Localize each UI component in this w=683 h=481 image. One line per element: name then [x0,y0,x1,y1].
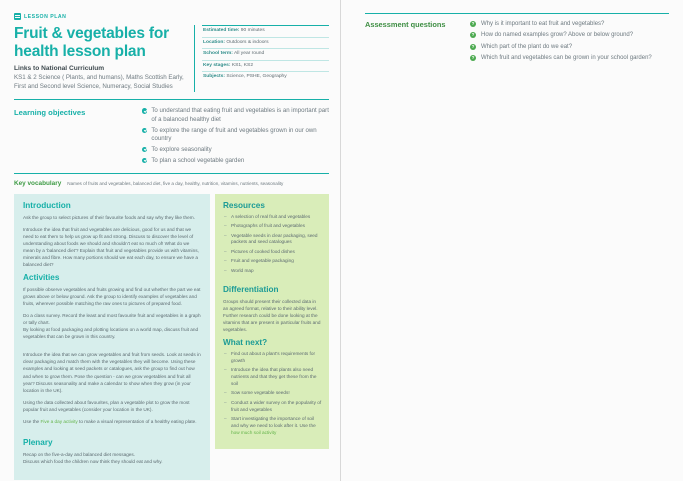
link-prefix-text: Use the [23,418,41,424]
objective-text: To plan a school vegetable garden [151,156,245,164]
introduction-heading: Introduction [23,200,71,210]
activities-heading: Activities [23,273,60,283]
list-item: – A selection of real fruit and vegetables [223,214,322,221]
list-item [142,127,329,144]
list-item: – Introduce the idea that plants also need nutrients and that they get these from the soil [223,367,322,387]
question-mark-icon: ? [471,55,475,61]
meta-row [202,61,329,73]
check-circle-icon [142,158,147,163]
list-item: – Vegetable seeds in clear packaging, seed packets and seed catalogues [223,233,322,247]
activities-paragraph: Using the data collected about favourites, plan a vegetable plot to grow the most popular fruit and vegetables (consider your location in the UK). [23,399,190,412]
list-item [142,146,329,154]
meta-key: Subjects: [203,74,226,80]
objective-text: To understand that eating fruit and vegetables is an important part of a balanced healthy diet [151,107,329,123]
list-item [142,107,329,124]
list-item: – Sow some vegetable seeds! [223,390,322,397]
lesson-meta-box [194,25,329,92]
what-next-list [223,351,322,436]
introduction-paragraph: Introduce the idea that fruit and vegetables are delicious, good for us and that we need to eat them to help us grow up fit and strong. Discuss to discover the level of understanding about foods we should and shouldn't eat so much of! What do we mean by a 'balanced diet'? Explain that fruit and vegetables provide us with vitamins, minerals and fibre. How many portions should we eat each day, to ensure we have a balanced diet? [23,226,199,267]
meta-row [202,38,329,50]
activities-paragraph: If possible observe vegetables and fruits growing and find out whether the part we eat grows above or below ground. Ask the group to identify examples of vegetables and fruits, wherever possible matching the raw ones to pictures of prepared food. [23,287,201,307]
what-next-heading: What next? [223,338,268,348]
learning-objectives-heading: Learning objectives [14,108,86,118]
question-mark-icon: ? [471,43,475,49]
question-mark-icon: ? [471,32,475,38]
page-title: Fruit & vegetables for health lesson plan [14,25,169,60]
meta-row [202,72,329,83]
assessment-question-text: Which part of the plant do we eat? [481,43,573,50]
differentiation-text: Groups should present their collected data in an agreed format, relative to their ability level. Further research could be done looking at the vitamins that are present in particular fruits and vegetables. [223,298,321,333]
list-item: – World map [223,268,322,275]
learning-objectives-list [142,107,329,167]
activities-paragraph: Do a class survey. Record the least and most favourite fruit and vegetables in a graph or tally chart. [23,313,201,326]
page-right [341,0,683,481]
check-circle-icon [142,108,147,113]
assessment-question-text: How do named examples grow? Above or below ground? [481,32,634,39]
activities-link-paragraph [23,418,201,425]
differentiation-heading: Differentiation [223,284,279,294]
list-item [470,43,669,51]
plenary-heading: Plenary [23,437,53,447]
meta-value: All year round [234,51,265,57]
list-item [142,157,329,165]
meta-key: Estimated time: [203,28,240,34]
list-item: – Photographs of fruit and vegetables [223,223,322,230]
list-item-with-link [223,416,322,436]
meta-value: KS1, KS2 [231,62,254,68]
page-left [0,0,341,481]
question-mark-icon: ? [471,20,475,26]
list-item: – Fruit and vegetable packaging [223,258,322,265]
meta-key: Location: [203,39,226,45]
panel-resources [215,194,329,449]
key-vocabulary-section [14,174,329,194]
key-vocabulary-text: Names of fruits and vegetables, balanced diet, five a day, healthy, nutrition, vitamins, nutrients, seasonality [67,180,284,186]
list-item [470,31,669,39]
check-circle-icon [142,128,147,133]
assessment-questions-list [470,20,669,66]
meta-key: School term: [203,51,233,57]
five-a-day-activity-link[interactable]: Five a day activity [40,418,78,424]
lesson-plan-tag-label: LESSON PLAN [24,13,67,20]
how-much-soil-activity-link[interactable]: how much soil activity [231,429,277,435]
meta-value: Science, PSHE, Geography [226,74,287,80]
plenary-paragraph: Discuss which food the children now think they should eat and why. [23,458,163,464]
meta-row [202,49,329,61]
meta-value: 90 minutes [240,28,265,34]
document-header [14,25,329,100]
content-panels [14,194,329,480]
assessment-questions-heading: Assessment questions [365,20,446,29]
resources-heading: Resources [223,200,265,210]
key-vocabulary-heading: Key vocabulary [14,179,62,187]
assessment-question-text: Why is it important to eat fruit and vegetables? [481,21,605,27]
list-item: – Find out about a plant's requirements for growth [223,351,322,365]
activities-paragraph: Introduce the idea that we can grow vegetables and fruit from seeds. Look at seeds in clear packaging and match them with the vegetables they will become. Using these examples and looking at seed packets or catalogues, ask the group to find out how and when to grow them. Pose the question - can we grow vegetables and fruit all year? Discuss seasonality and make a calendar to show when they grow (in your location in the UK). [23,352,201,393]
learning-objectives-section [14,100,329,173]
meta-value: Outdoors & indoors [226,39,269,45]
header-left [14,25,186,92]
curriculum-text: KS1 & 2 Science ( Plants, and humans), Maths Scottish Early, First and Second level Science, Numeracy, Social Studies [14,74,184,91]
list-item [470,54,669,62]
panel-lesson-flow [14,194,210,480]
resources-list [223,214,322,275]
plenary-paragraph: Recap on the five-a-day and balanced diet messages. [23,451,136,457]
list-item: – Pictures of cooked food dishes [223,249,322,256]
link-prefix-text: Start investigating the importance of soil and why we need to look after it. Use the [231,416,316,428]
link-suffix-text: to make a visual representation of a healthy eating plate. [77,418,197,424]
assessment-question-text: Which fruit and vegetables can be grown in your school garden? [481,55,652,62]
document-icon [14,13,21,20]
list-item [470,20,669,28]
list-item: – Conduct a wider survey on the popularity of fruit and vegetables [223,400,322,414]
introduction-paragraph: Ask the group to select pictures of their favourite foods and say why they like them. [23,214,195,220]
assessment-questions-section [365,13,669,66]
curriculum-subtitle: Links to National Curriculum [14,65,105,73]
check-circle-icon [142,147,147,152]
objective-text: To explore the range of fruit and vegetables grown in our own country [151,126,317,142]
meta-row [202,25,329,38]
meta-key: Key stages: [203,62,231,68]
activities-paragraph: By looking at food packaging and plotting locations on a world map, discuss fruit and vegetables that can be grown in this country. [23,327,199,340]
lesson-plan-tag [14,13,329,20]
objective-text: To explore seasonality [151,145,212,153]
